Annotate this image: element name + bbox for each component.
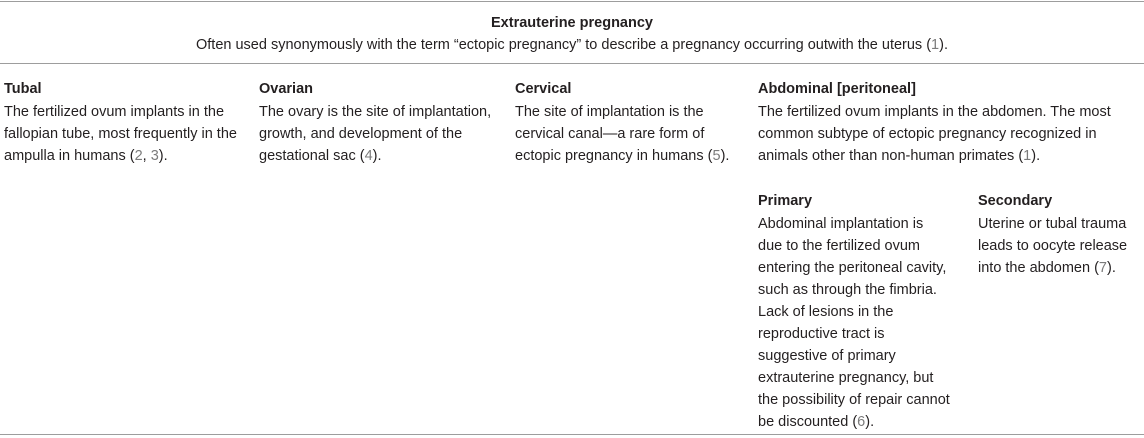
cell-text-ovarian: The ovary is the site of implantation, growth, and development of the gestational sac (4). bbox=[259, 104, 492, 164]
cell-title-cervical: Cervical bbox=[515, 81, 572, 97]
table-top-rule bbox=[0, 1, 1144, 2]
cell-text-tubal: The fertilized ovum implants in the fallopian tube, most frequently in the ampulla in humans (2, 3). bbox=[4, 104, 237, 164]
cell-text-abdominal: The fertilized ovum implants in the abdomen. The most common subtype of ectopic pregnancy recognized in animals other than non-human primates (1). bbox=[758, 104, 1111, 164]
cell-title-secondary: Secondary bbox=[978, 193, 1053, 209]
table-header-title: Extrauterine pregnancy bbox=[491, 15, 653, 31]
cell-secondary bbox=[978, 191, 1140, 279]
cell-text-primary: Abdominal implantation is due to the fertilized ovum entering the peritoneal cavity, such as through the fimbria. Lack of lesions in the reproductive tract is suggestive of primary extrauterine pregnancy, but the possibility of repair cannot be discounted (6). bbox=[758, 216, 950, 430]
table-header-description: Often used synonymously with the term “ectopic pregnancy” to describe a pregnancy occurring outwith the uterus (1). bbox=[196, 37, 948, 53]
cell-primary bbox=[758, 191, 950, 433]
header-divider-rule bbox=[0, 63, 1144, 64]
cell-text-secondary: Uterine or tubal trauma leads to oocyte release into the abdomen (7). bbox=[978, 216, 1128, 276]
cell-title-ovarian: Ovarian bbox=[259, 81, 313, 97]
cell-title-tubal: Tubal bbox=[4, 81, 42, 97]
cell-tubal bbox=[4, 79, 250, 167]
cell-title-primary: Primary bbox=[758, 193, 813, 209]
cell-cervical bbox=[515, 79, 747, 167]
cell-ovarian bbox=[259, 79, 505, 167]
cell-title-abdominal: Abdominal [peritoneal] bbox=[758, 81, 916, 97]
cell-text-cervical: The site of implantation is the cervical canal—a rare form of ectopic pregnancy in humans (5). bbox=[515, 104, 730, 164]
cell-abdominal bbox=[758, 79, 1112, 167]
table-bottom-rule bbox=[0, 434, 1144, 435]
